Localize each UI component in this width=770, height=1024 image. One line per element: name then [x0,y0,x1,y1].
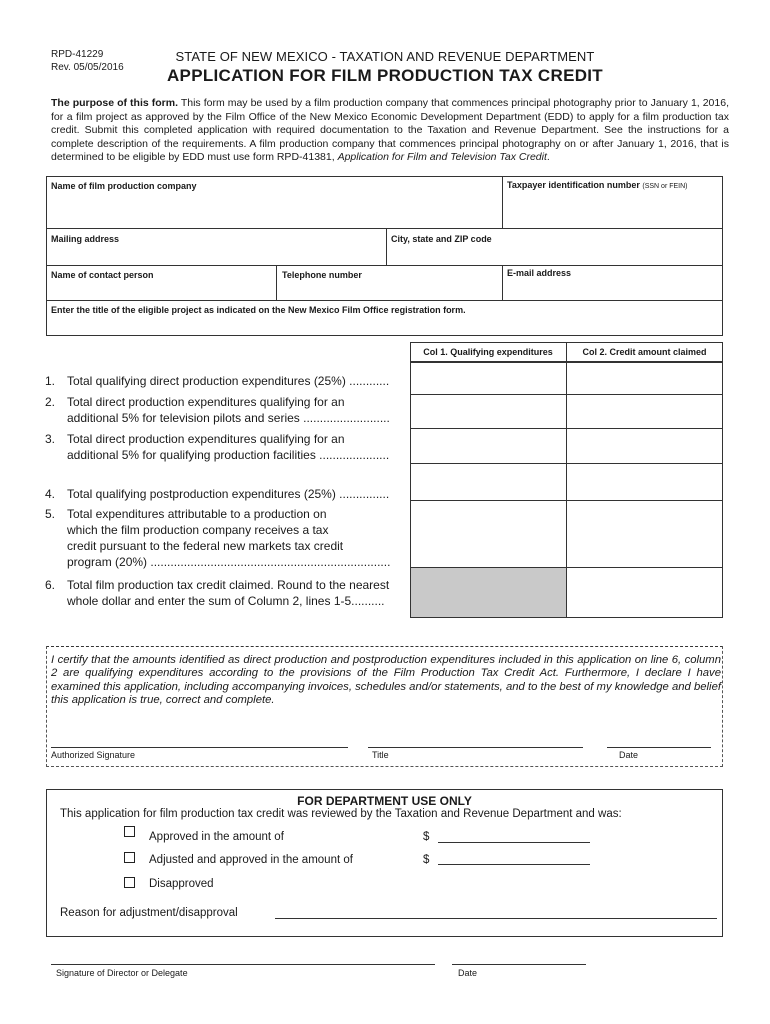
director-date-label: Date [458,968,478,978]
line-item [45,373,410,393]
line-number: 6. [45,578,56,592]
line3-col2-input[interactable] [566,428,723,464]
line2-col2-input[interactable] [566,394,723,429]
form-title: APPLICATION FOR FILM PRODUCTION TAX CREDIT [166,66,603,85]
reason-line[interactable] [275,918,717,919]
department-use-heading: FOR DEPARTMENT USE ONLY [297,794,472,808]
line4-col2-input[interactable] [566,463,723,501]
date-line[interactable] [607,747,711,748]
mailing-address-field[interactable] [51,234,119,244]
disapproved-label: Disapproved [149,878,214,890]
city-state-zip-label: City, state and ZIP code [391,234,492,244]
info-divider-vertical [502,265,503,300]
title-label: Title [372,750,389,760]
form-revision: Rev. 05/05/2016 [51,62,124,73]
line-text: Total film production tax credit claimed. Round to the nearest whole dollar and enter the sum of Column 2, lines 1-5.......... [67,578,390,608]
line-number: 5. [45,507,56,521]
certification-text: I certify that the amounts identified as direct production and postproduction expenditures included in this application on line 6, column 2 are qualifying expenditures according to the provisions of the Film Production Tax Credit Act. Furthermore, I declare I have examined this application, including accompanying invoices, schedules and/or statements, and to the best of my knowledge and belief this application is true, correct and complete. [51,654,721,706]
purpose-form-ref: Application for Film and Television Tax Credit [337,151,547,164]
info-divider [46,300,723,301]
title-line[interactable] [368,747,583,748]
director-signature-label: Signature of Director or Delegate [56,968,188,978]
email-label: E-mail address [507,268,572,278]
line-item [45,577,410,617]
date-label: Date [619,750,639,760]
purpose-paragraph [51,97,729,165]
email-field[interactable] [507,268,571,278]
city-state-zip-field[interactable] [391,234,492,244]
director-signature-line[interactable] [51,964,435,965]
adjusted-currency: $ [423,854,430,866]
contact-person-field[interactable] [51,270,154,280]
line-item [45,506,410,576]
line1-col1-input[interactable] [410,362,567,395]
company-name-field[interactable] [51,181,197,191]
line-text: Total expenditures attributable to a production on which the film production company receives a tax credit pursuant to the federal new markets tax credit program (20%) ........................................................................ [67,507,391,569]
line1-col2-input[interactable] [566,362,723,395]
line-item [45,431,410,471]
line-number: 4. [45,487,56,501]
mailing-address-label: Mailing address [51,234,120,244]
approved-checkbox[interactable] [124,826,135,837]
info-divider-vertical [386,228,387,265]
approved-label: Approved in the amount of [149,831,284,843]
taxpayer-id-note: (SSN or FEIN) [642,183,688,190]
col1-header: Col 1. Qualifying expenditures [423,347,553,357]
line5-col1-input[interactable] [410,500,567,568]
line-item [45,486,410,506]
info-divider-vertical [502,176,503,228]
adjusted-checkbox[interactable] [124,852,135,863]
purpose-lead: The purpose of this form. [51,97,179,109]
disapproved-checkbox[interactable] [124,877,135,888]
line-text: Total qualifying direct production expenditures (25%) ............ [67,374,390,388]
project-title-label: Enter the title of the eligible project as indicated on the New Mexico Film Office registration form. [51,305,466,315]
info-divider-vertical [276,265,277,300]
purpose-end: . [546,151,550,164]
department-use-intro: This application for film production tax credit was reviewed by the Taxation and Revenue Department and was: [60,808,622,820]
line-number: 2. [45,395,56,409]
line-item [45,394,410,434]
line-text: Total qualifying postproduction expenditures (25%) ............... [67,487,390,501]
adjusted-label: Adjusted and approved in the amount of [149,854,353,866]
line6-col1-shaded [410,567,567,618]
signature-line[interactable] [51,747,348,748]
director-date-line[interactable] [452,964,586,965]
line3-col1-input[interactable] [410,428,567,464]
approved-amount-line[interactable] [438,842,590,843]
telephone-label: Telephone number [282,270,362,280]
line4-col1-input[interactable] [410,463,567,501]
project-title-field[interactable] [51,305,466,315]
line-number: 3. [45,432,56,446]
col2-header: Col 2. Credit amount claimed [582,347,707,357]
adjusted-amount-line[interactable] [438,864,590,865]
reason-label: Reason for adjustment/disapproval [60,907,238,919]
purpose-body: This form may be used by a film production company that commences principal photography prior to January 1, 2016, for a film project as approved by the Film Office of the New Mexico Economic Development Department (EDD) to apply for a film production tax credit. Submit this completed application with required documentation to the Taxation and Revenue Department. See the instructions for a complete description of the requirements. A film production company that commences principal photography on or after January 1, 2016, that is determined to be eligible by EDD must use form RPD-41381, [51,97,729,164]
line2-col1-input[interactable] [410,394,567,429]
department-name: STATE OF NEW MEXICO - TAXATION AND REVENUE DEPARTMENT [175,49,595,64]
line-number: 1. [45,374,56,388]
taxpayer-id-label: Taxpayer identification number [507,180,640,190]
contact-person-label: Name of contact person [51,270,154,280]
line6-col2-input[interactable] [566,567,723,618]
line5-col2-input[interactable] [566,500,723,568]
info-divider [46,228,723,229]
line-text: Total direct production expenditures qualifying for an additional 5% for television pilots and series .......................... [67,395,390,425]
info-divider [46,265,723,266]
telephone-field[interactable] [282,270,362,280]
company-name-label: Name of film production company [51,181,197,191]
taxpayer-id-field[interactable] [507,180,688,190]
form-number: RPD-41229 [51,49,104,60]
approved-currency: $ [423,831,430,843]
signature-label: Authorized Signature [51,750,136,760]
line-text: Total direct production expenditures qualifying for an additional 5% for qualifying production facilities ..................... [67,432,390,462]
